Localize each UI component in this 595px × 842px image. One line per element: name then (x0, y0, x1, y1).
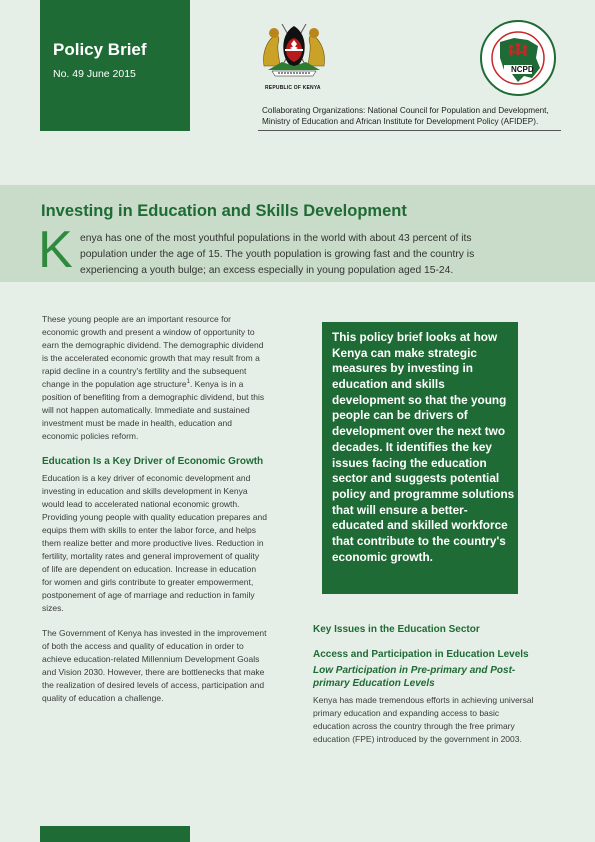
issue-number: No. 49 June 2015 (53, 68, 136, 80)
footnote-marker: 1 (186, 379, 190, 386)
intro-text-a: These young people are an important resource for economic growth and present a window of opportunity to earn the demographic dividend. The demographic dividend is the accelerated economic growth that may result from a rapid decline in a country's fertility and the subsequent change in the population age structure (42, 314, 264, 389)
footer-bar (40, 826, 190, 842)
intro-text-b: . Kenya is in a position of benefiting from a demographic dividend, but this will not happen automatically. Immediate and sustained investment must be made in health, education and economic policies reform. (42, 379, 265, 441)
header-divider (258, 130, 561, 131)
collaborating-organizations (262, 106, 572, 127)
intro-paragraph (42, 313, 267, 443)
collaborators-line-1: Collaborating Organizations: National Council for Population and Development, (262, 106, 549, 115)
article-headline: Investing in Education and Skills Development (41, 202, 407, 220)
fpe-paragraph: Kenya has made tremendous efforts in achieving universal primary education and expanding access to basic education across the country through the free primary education (FPE) introduced by the government in 2003. (313, 695, 534, 744)
subheading-low-participation: Low Participation in Pre-primary and Post-primary Education Levels (313, 665, 516, 689)
left-column (42, 313, 267, 717)
ncpd-logo (478, 18, 558, 98)
ncpd-logo-label: NCPD (511, 65, 534, 74)
right-column (313, 623, 538, 758)
section-heading-access-participation: Access and Participation in Education Levels (313, 649, 529, 660)
drop-cap: K (38, 221, 73, 279)
government-investment-paragraph: The Government of Kenya has invested in the improvement of both the access and quality of education in order to achieve education-related Millennium Development Goals and Vision 2030. However, there are bottlenecks that make the realization of desired levels of access, participation and quality of education a challenge. (42, 628, 267, 703)
section-heading-key-issues: Key Issues in the Education Sector (313, 624, 480, 635)
kenya-coat-of-arms-logo (260, 16, 328, 84)
collaborators-line-2: Ministry of Education and African Institute for Development Policy (AFIDEP). (262, 116, 539, 126)
coat-of-arms-caption: REPUBLIC OF KENYA (265, 85, 321, 91)
lead-paragraph: enya has one of the most youthful populations in the world with about 43 percent of its population under the age of 15. The youth population is growing fast and the country is experiencing a youth bulge; an excess especially in young population aged 15-24. (80, 233, 475, 276)
policy-brief-box (40, 0, 190, 131)
section-heading-economic-growth: Education Is a Key Driver of Economic Growth (42, 456, 264, 467)
education-driver-paragraph: Education is a key driver of economic development and investing in education and skills development in Kenya would lead to accelerated national economic growth. Providing young people with quality education prepares and equips them with skills to enter the labor force, and helps them realize better and more productive lives. Reduction in fertility, mortality rates and general improvement of quality of life are dependent on education. Increase in education for women and girls contribute to greater empowerment, postponement of age of marriage and reduction in family sizes. (42, 473, 267, 613)
policy-brief-callout: This policy brief looks at how Kenya can make strategic measures by investing in education and skills development so that the young people can be drivers of development over the next two decades. It identifies the key issues facing the education sector and suggests potential policy and programme solutions that will ensure a better-educated and skilled workforce that contribute to the country's economic growth. (322, 322, 518, 594)
policy-brief-title: Policy Brief (53, 40, 147, 59)
